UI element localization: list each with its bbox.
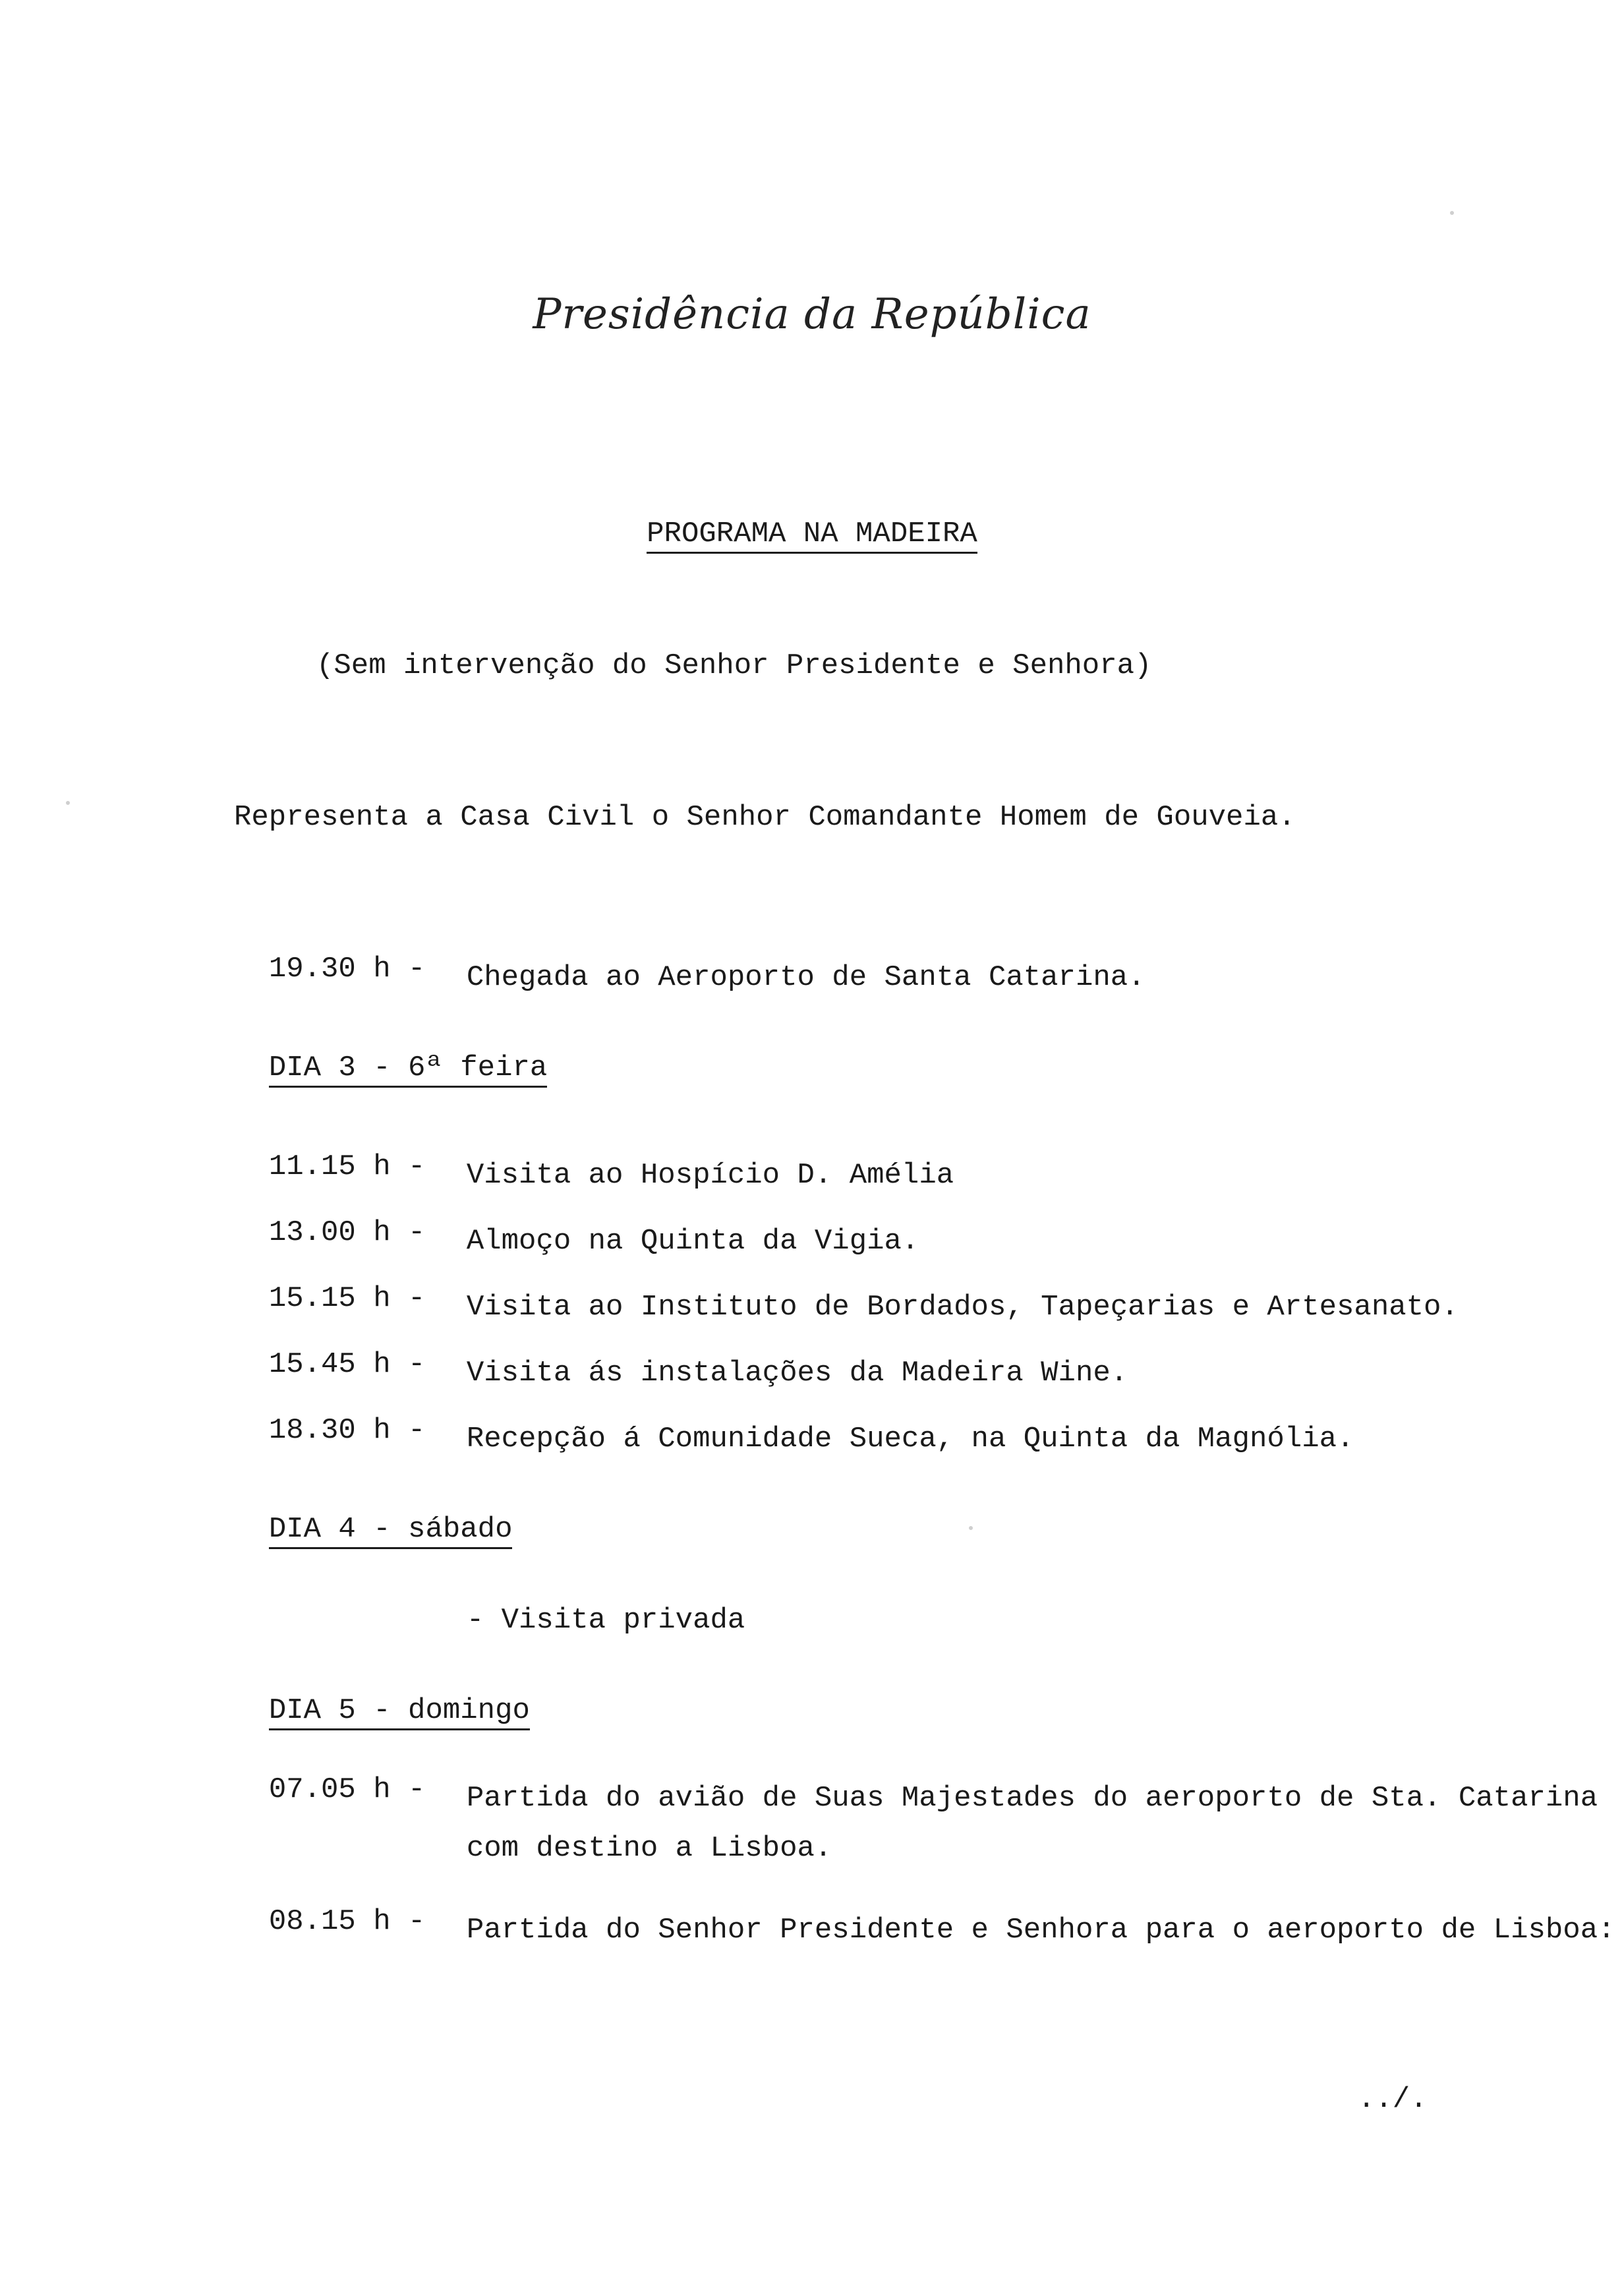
- day-4-header-text: DIA 4 - sábado: [269, 1513, 513, 1549]
- document-subtitle: (Sem intervenção do Senhor Presidente e Senhora): [316, 649, 1152, 682]
- entry-time: 11.15 h -: [268, 1150, 426, 1183]
- document-title: [0, 517, 1624, 550]
- schedule-entry-arrival: [234, 920, 1620, 1003]
- entry-time: 13.00 h -: [268, 1216, 426, 1249]
- entry-time: 19.30 h -: [268, 953, 426, 985]
- entry-text: Chegada ao Aeroporto de Santa Catarina.: [466, 961, 1146, 994]
- entry-time: 15.15 h -: [268, 1282, 426, 1315]
- day-5-header-text: DIA 5 - domingo: [269, 1694, 530, 1730]
- day-3-header: [234, 1018, 547, 1084]
- scan-speck: [969, 1526, 973, 1530]
- entry-text: Partida do avião de Suas Majestades do aeroporto de Sta. Catarina com destino a Lisboa.: [466, 1782, 1598, 1865]
- schedule-entry: [234, 1872, 1620, 1955]
- entry-time: 07.05 h -: [268, 1773, 426, 1806]
- entry-text: Visita ao Instituto de Bordados, Tapeçarias e Artesanato.: [466, 1291, 1459, 1324]
- letterhead: Presidência da República: [533, 290, 1091, 339]
- continuation-mark: ../.: [1358, 2083, 1428, 2116]
- entry-text: Visita ás instalações da Madeira Wine.: [466, 1357, 1128, 1390]
- scan-speck: [66, 801, 70, 805]
- schedule-entry: [234, 1562, 1620, 1645]
- scan-speck: [1450, 211, 1454, 215]
- intro-paragraph: Representa a Casa Civil o Senhor Comandante Homem de Gouveia.: [234, 801, 1296, 834]
- entry-time: 08.15 h -: [268, 1905, 426, 1938]
- entry-text: Partida do Senhor Presidente e Senhora para o aeroporto de Lisboa:: [466, 1914, 1615, 1947]
- document-title-text: PROGRAMA NA MADEIRA: [647, 517, 977, 554]
- day-3-header-text: DIA 3 - 6ª feira: [269, 1051, 547, 1088]
- schedule-entry: [234, 1740, 1620, 1873]
- entry-text: Recepção á Comunidade Sueca, na Quinta da Magnólia.: [466, 1423, 1354, 1456]
- day-5-header: [234, 1661, 530, 1727]
- schedule-entry: [234, 1381, 1620, 1464]
- entry-text: Visita ao Hospício D. Amélia: [466, 1159, 954, 1192]
- entry-time: 15.45 h -: [268, 1348, 426, 1381]
- entry-text: Almoço na Quinta da Vigia.: [466, 1225, 919, 1258]
- day-4-header: [234, 1480, 512, 1546]
- entry-time: 18.30 h -: [268, 1414, 426, 1447]
- entry-text: - Visita privada: [466, 1604, 745, 1637]
